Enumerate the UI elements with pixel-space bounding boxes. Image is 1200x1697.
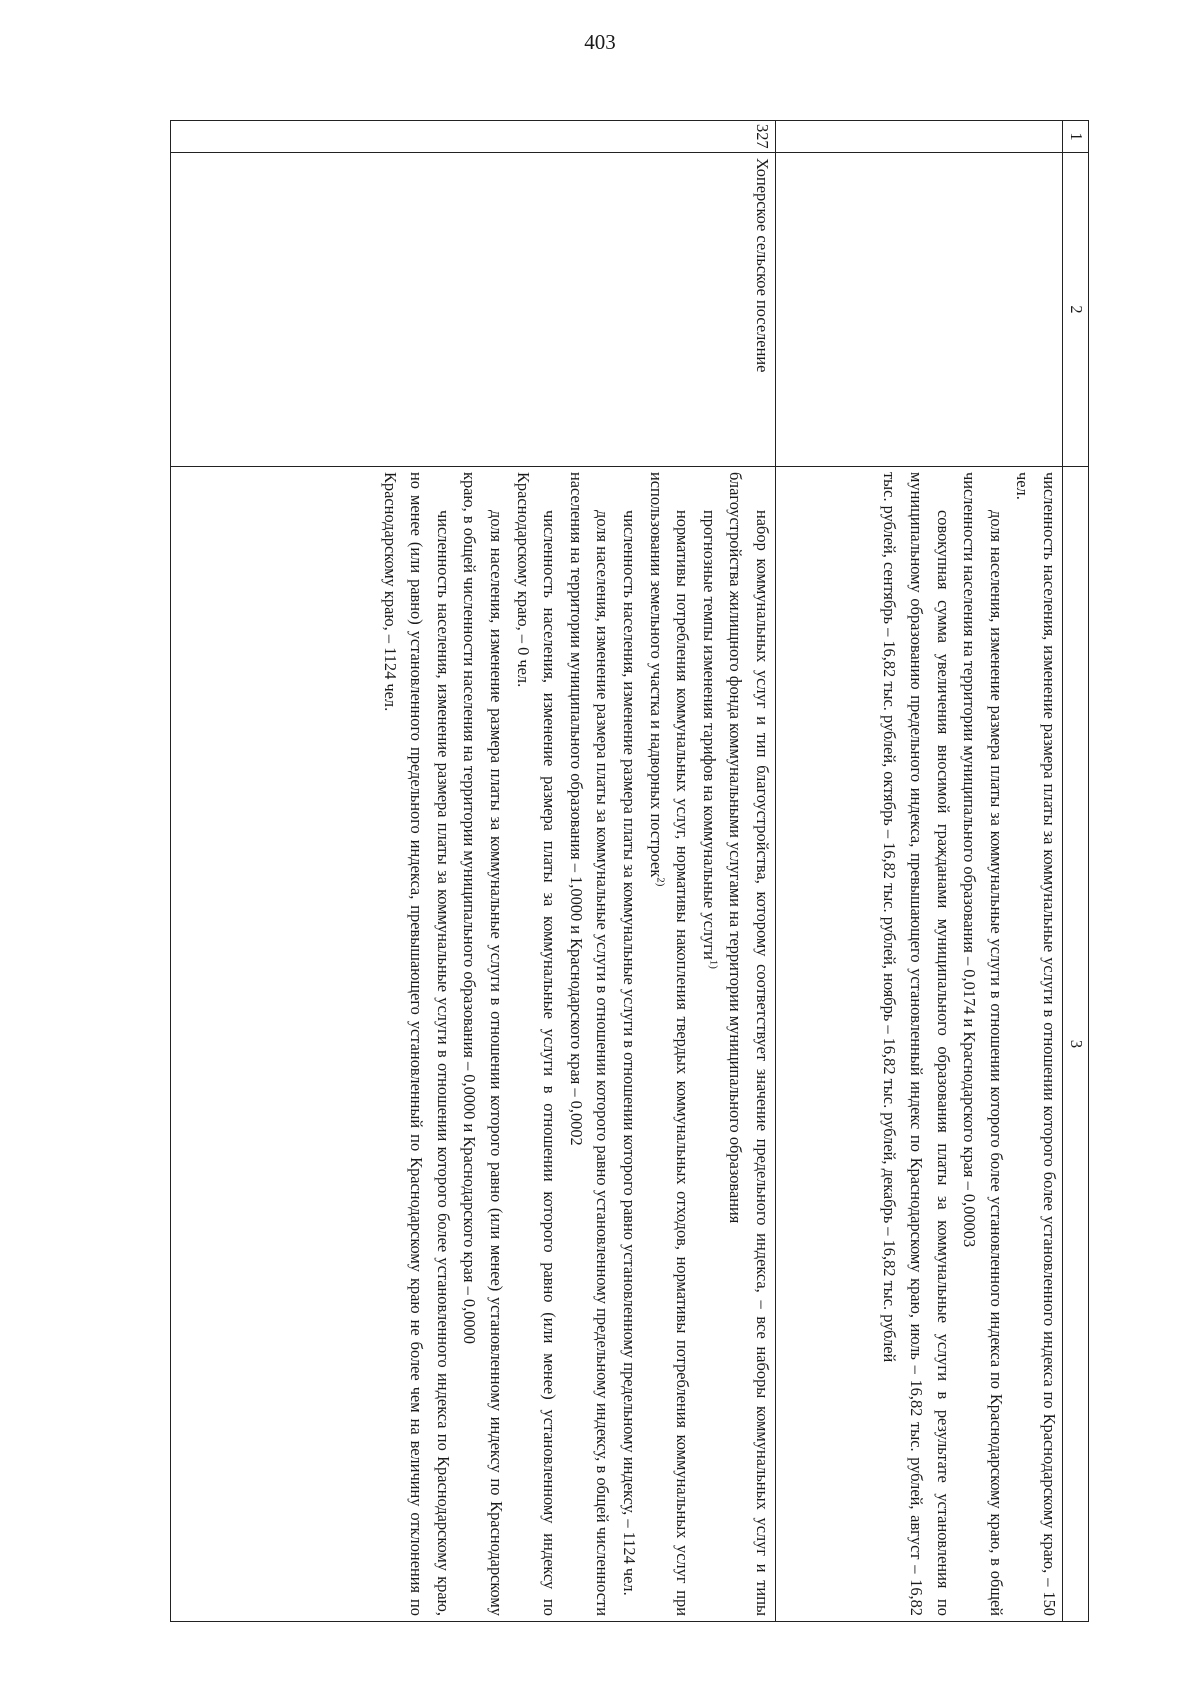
footnote-marker: 2) xyxy=(654,877,667,887)
paragraph xyxy=(695,472,722,1616)
paragraph: численность населения, изменение размера платы за коммунальные услуги в отношении которого более установленного индекса по Краснодарскому краю, – 150 чел. xyxy=(1013,472,1059,1616)
header-col-1: 1 xyxy=(1063,121,1089,153)
header-col-2: 2 xyxy=(1063,153,1089,467)
header-row xyxy=(1063,121,1089,1622)
paragraph: набор коммунальных услуг и тип благоустройства, которому соответствует значение предельного индекса, – все наборы коммунальных услуг и типы благоустройства жилищного фонда коммунальными услугами на территории муниципального образования xyxy=(726,472,772,1616)
paragraph: численность населения, изменение размера платы за коммунальные услуги в отношении которого равно (или менее) установленному индексу по Краснодарскому краю, – 0 чел. xyxy=(513,472,560,1616)
paragraph: численность населения, изменение размера платы за коммунальные услуги в отношении которого равно установленному предельному индексу, – 1124 чел. xyxy=(620,510,640,1596)
settlement-name-cell xyxy=(776,153,1063,467)
paragraph: численность населения, изменение размера платы за коммунальные услуги в отношении которого более установленного индекса по Краснодарскому краю, но менее (или равно) установленного предельного индекса, превышающего установленный по Краснодарскому краю не более чем на величину отклонения по Краснодарскому краю, – 1124 чел. xyxy=(380,472,453,1616)
table-row xyxy=(776,121,1063,1622)
paragraph: доля населения, изменение размера платы за коммунальные услуги в отношении которого равно установленному предельному индексу, в общей численности населения на территории муниципального образования – 1,0000 и Краснодарского края – 0,0002 xyxy=(566,472,613,1616)
paragraph: доля населения, изменение размера платы за коммунальные услуги в отношении которого равно (или менее) установленному индексу по Краснодарскому краю, в общей численности населения на территории муниципального образования – 0,0000 и Краснодарского края – 0,0000 xyxy=(460,472,507,1616)
details-cell xyxy=(776,467,1063,1622)
paragraph xyxy=(642,472,695,1616)
rotated-table-container xyxy=(170,120,1089,1622)
paragraph: совокупная сумма увеличения вносимой гражданами муниципального образования платы за коммунальные услуги в результате установления по муниципальному образованию предельного индекса, превышающего установленный индекс по Краснодарскому краю, июль – 16,82 тыс. рублей, август – 16,82 тыс. рублей, сентябрь – 16,82 тыс. рублей, октябрь – 16,82 тыс. рублей, ноябрь – 16,82 тыс. рублей, декабрь – 16,82 тыс. рублей xyxy=(880,472,953,1616)
table-row xyxy=(171,121,776,1622)
settlement-name-cell: Хоперское сельское поселение xyxy=(171,153,776,467)
row-number-cell: 327 xyxy=(171,121,776,153)
footnote-marker: 1) xyxy=(707,959,720,969)
details-cell xyxy=(171,467,776,1622)
paragraph-text: прогнозные темпы изменения тарифов на коммунальные услуги xyxy=(699,510,719,960)
paragraph-text: нормативы потребления коммунальных услуг, нормативы накопления твердых коммунальных отходов, нормативы потребления коммунальных услуг при использовании земельного участка и надворных построек xyxy=(646,472,693,1616)
data-table xyxy=(170,120,1089,1622)
header-col-3: 3 xyxy=(1063,467,1089,1622)
paragraph: доля населения, изменение размера платы за коммунальные услуги в отношении которого более установленного индекса по Краснодарскому краю, в общей численности населения на территории муниципального образования – 0,0174 и Краснодарского края – 0,00003 xyxy=(960,472,1006,1616)
page-number: 403 xyxy=(584,30,616,54)
row-number-cell xyxy=(776,121,1063,153)
rotated-table xyxy=(170,120,1089,1622)
